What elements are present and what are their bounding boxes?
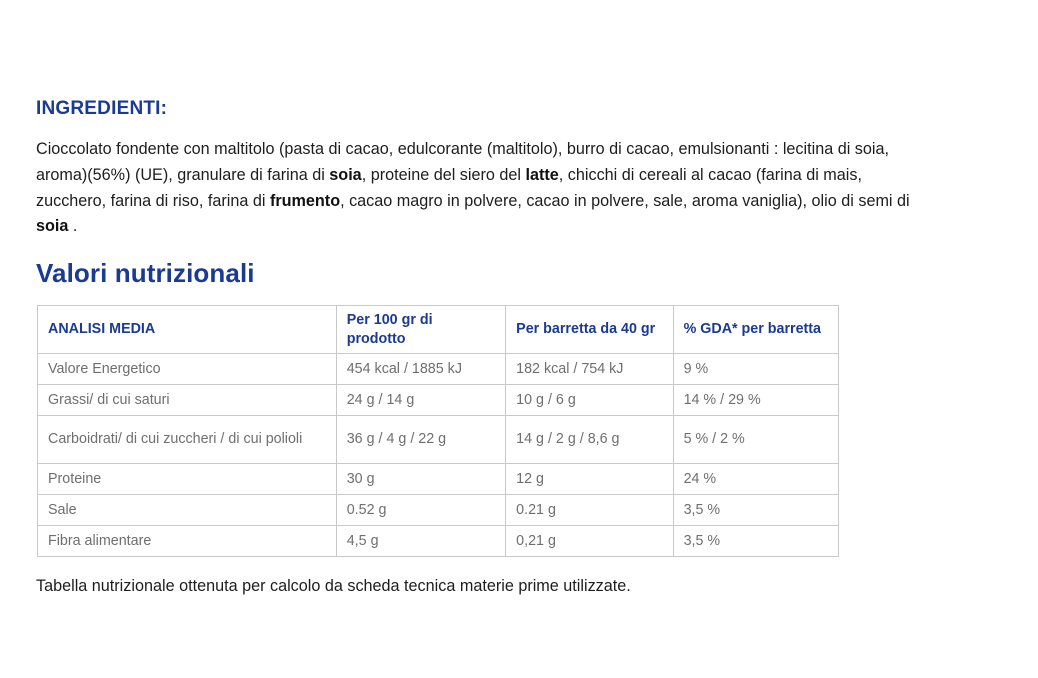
nutrient-name: Carboidrati/ di cui zuccheri / di cui polioli	[38, 416, 337, 464]
nutrient-name: Sale	[38, 495, 337, 526]
ingredients-segment: , chicchi di cereali al cacao (farina di mais, zucchero, farina di riso, farina di	[36, 165, 862, 210]
ingredients-segment: , proteine del siero del	[361, 165, 526, 184]
value-per-bar: 10 g / 6 g	[506, 385, 673, 416]
table-row	[38, 385, 839, 416]
value-per-100g: 454 kcal / 1885 kJ	[336, 354, 505, 385]
allergen-highlight: frumento	[269, 191, 341, 210]
value-per-bar: 14 g / 2 g / 8,6 g	[506, 416, 673, 464]
value-gda: 9 %	[673, 354, 838, 385]
ingredients-segment: Cioccolato fondente con maltitolo (pasta di cacao, edulcorante (maltitolo), burro di cacao, emulsionanti : lecitina di soia, aroma)(56%) (UE), granulare di farina di	[36, 140, 889, 184]
value-gda: 3,5 %	[673, 495, 838, 526]
table-row	[38, 526, 839, 557]
table-row	[38, 464, 839, 495]
nutrition-table	[37, 305, 839, 557]
ingredients-segment: , cacao magro in polvere, cacao in polvere, sale, aroma vaniglia), olio di semi di	[340, 191, 910, 210]
content	[36, 98, 916, 596]
header-gda: % GDA* per barretta	[673, 306, 838, 354]
header-analysis: ANALISI MEDIA	[38, 306, 337, 354]
ingredients-text	[36, 137, 916, 240]
value-per-100g: 24 g / 14 g	[336, 385, 505, 416]
header-per-100g: Per 100 gr di prodotto	[336, 306, 505, 354]
allergen-highlight: soia	[36, 217, 69, 236]
value-per-100g: 4,5 g	[336, 526, 505, 557]
allergen-highlight: soia	[329, 165, 362, 184]
value-per-bar: 12 g	[506, 464, 673, 495]
ingredients-heading: INGREDIENTI:	[36, 98, 168, 119]
nutrient-name: Grassi/ di cui saturi	[38, 385, 337, 416]
value-per-bar: 0.21 g	[506, 495, 673, 526]
value-gda: 24 %	[673, 464, 838, 495]
table-row	[38, 354, 839, 385]
nutrient-name: Fibra alimentare	[38, 526, 337, 557]
table-header-row	[38, 306, 839, 354]
table-row	[38, 416, 839, 464]
nutrient-name: Proteine	[38, 464, 337, 495]
value-gda: 3,5 %	[673, 526, 838, 557]
table-note: Tabella nutrizionale ottenuta per calcolo da scheda tecnica materie prime utilizzate.	[36, 577, 631, 596]
value-per-100g: 30 g	[336, 464, 505, 495]
header-per-bar: Per barretta da 40 gr	[506, 306, 673, 354]
ingredients-segment: .	[68, 217, 78, 236]
value-per-100g: 0.52 g	[336, 495, 505, 526]
nutrition-heading: Valori nutrizionali	[36, 258, 255, 289]
value-per-100g: 36 g / 4 g / 22 g	[336, 416, 505, 464]
value-per-bar: 0,21 g	[506, 526, 673, 557]
nutrient-name: Valore Energetico	[38, 354, 337, 385]
table-row	[38, 495, 839, 526]
value-gda: 5 % / 2 %	[673, 416, 838, 464]
value-per-bar: 182 kcal / 754 kJ	[506, 354, 673, 385]
value-gda: 14 % / 29 %	[673, 385, 838, 416]
allergen-highlight: latte	[525, 165, 559, 184]
